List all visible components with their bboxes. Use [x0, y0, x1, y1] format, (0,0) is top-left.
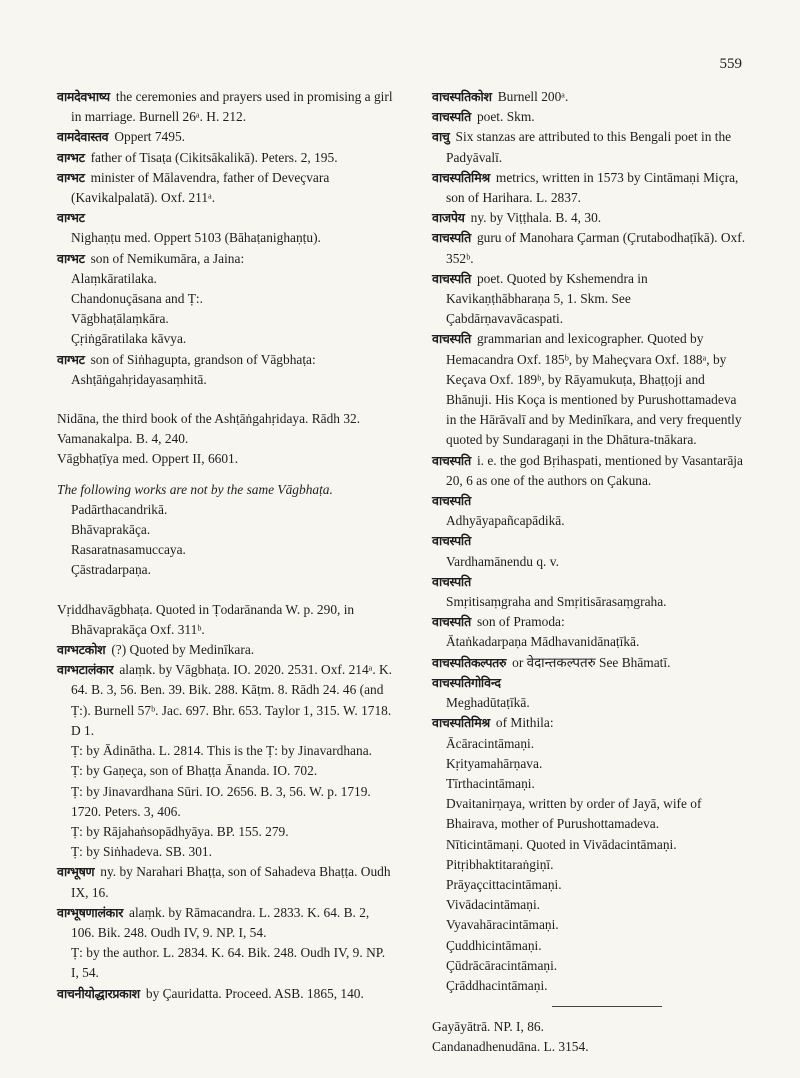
- entry-headword: वाचस्पतिकोश: [432, 89, 492, 104]
- entry-headword: वाचस्पति: [432, 493, 471, 509]
- entry-subitem: Dvaitanirṇaya, written by order of Jayā, wife of Bhairava, mother of Purushottamadeva.: [446, 796, 702, 832]
- entry-subitem: Ṭ: by Rājahaṅsopādhyāya. BP. 155. 279.: [71, 823, 289, 839]
- entry-headword: वाचस्पति: [432, 452, 471, 468]
- entry-headword: वाग्भटकोश: [57, 642, 106, 658]
- entry-subitem: Smṛitisaṃgraha and Smṛitisārasaṃgraha.: [446, 594, 667, 610]
- entry-text: alaṃk. by Vāgbhaṭa. IO. 2020. 2531. Oxf. 214ᵃ. K. 64. B. 3, 56. Ben. 39. Bik. 288. Kāṭm. 8. Rādh 24. 46 (and Ṭ:). Burnell 57ᵇ. Jac. 697. Bhr. 653. Taylor 1, 315. W. 1718. D 1.: [71, 662, 393, 738]
- entry-subitem: Vāgbhaṭālaṃkāra.: [71, 311, 169, 327]
- entry-headword: वाजपेय: [432, 210, 465, 226]
- dictionary-entry: [432, 713, 750, 733]
- entry-headword: वाग्भट: [57, 250, 85, 266]
- entry-subitem: Çūdrācāracintāmaṇi.: [446, 957, 558, 973]
- vriddhavagbhata-entry: Vṛiddhavāgbhaṭa. Quoted in Ṭodarānanda W. p. 290, in Bhāvaprakāça Oxf. 311ᵇ.: [57, 601, 355, 637]
- dictionary-entry: [432, 228, 750, 268]
- text-line: Vāgbhaṭīya med. Oppert II, 6601.: [57, 451, 239, 467]
- page-number: 559: [719, 56, 742, 72]
- dictionary-entry: [57, 984, 393, 1004]
- entry-subitem: Çuddhicintāmaṇi.: [446, 937, 542, 953]
- entry-headword: वाचस्पतिमिश्र: [432, 169, 490, 185]
- dictionary-entry: [432, 208, 750, 228]
- entry-text: son of Nemikumāra, a Jaina:: [90, 250, 245, 266]
- entry-text: Oppert 7495.: [114, 129, 185, 145]
- entry-text: poet. Quoted by Kshemendra in Kavikaṇṭhābharaṇa 5, 1. Skm. See Çabdārṇavavācaspati.: [446, 270, 648, 327]
- entry-text: Six stanzas are attributed to this Bengali poet in the Padyāvalī.: [446, 129, 732, 165]
- entry-subitem: Prāyaçcittacintāmaṇi.: [446, 876, 562, 892]
- entry-subitem: Adhyāyapañcapādikā.: [446, 513, 565, 529]
- dictionary-entry: [432, 107, 750, 127]
- entry-headword: वाग्भूषण: [57, 864, 95, 880]
- dictionary-entry: [432, 451, 750, 491]
- dictionary-entry: [432, 531, 750, 551]
- dictionary-entry: [57, 862, 393, 902]
- dictionary-entry: [432, 168, 750, 208]
- entry-headword: वामदेवभाष्य: [57, 89, 110, 104]
- entry-headword: वाग्भटालंकार: [57, 662, 114, 678]
- entry-subitem: Çṛiṅgāratilaka kāvya.: [71, 331, 187, 347]
- entry-headword: वाग्भट: [57, 149, 85, 165]
- entry-text: i. e. the god Bṛihaspati, mentioned by Vasantarāja 20, 6 as one of the authors on Çakuna.: [446, 452, 743, 488]
- entry-subitem: Ṭ: by Siṅhadeva. SB. 301.: [71, 844, 212, 860]
- entry-subitem: Çrāddhacintāmaṇi.: [446, 977, 548, 993]
- entry-text: grammarian and lexicographer. Quoted by Hemacandra Oxf. 185ᵇ, by Maheçvara Oxf. 188ᵃ, by Keçava Oxf. 189ᵇ, by Rāyamukuṭa, Bhaṭṭoji and Bhānuji. His Koça is mentioned by Purushottamadeva in the Hārāvalī and by Medinīkara, and very frequently quoted by Sundaragaṇi in the Dhātura-tnākara.: [446, 331, 742, 448]
- entry-headword: वाचस्पतिकल्पतरु: [432, 654, 507, 670]
- entry-text: ny. by Viṭṭhala. B. 4, 30.: [470, 210, 602, 226]
- entry-subitem: Ṭ: by Ādinātha. L. 2814. This is the Ṭ: by Jinavardhana.: [71, 743, 372, 759]
- entry-subitem: Ācāracintāmaṇi.: [446, 735, 535, 751]
- entry-headword: वाचस्पतिगोविन्द: [432, 674, 501, 690]
- entry-subitem: Pitṛibhaktitaraṅgiṇī.: [446, 856, 554, 872]
- dictionary-entry: [57, 350, 393, 370]
- entry-text: minister of Mālavendra, father of Deveçvara (Kavikalpalatā). Oxf. 211ᵃ.: [71, 169, 330, 206]
- entry-subitem: Ashṭāṅgahṛidayasaṃhitā.: [71, 371, 207, 387]
- entry-text: father of Tisaṭa (Cikitsākalikā). Peters. 2, 195.: [90, 149, 338, 165]
- section-rule: [552, 1006, 662, 1007]
- dictionary-entry: [57, 87, 393, 127]
- entry-text: poet. Skm.: [476, 109, 535, 125]
- entry-text: (?) Quoted by Medinīkara.: [111, 642, 255, 658]
- entry-subitem: Ṭ: by Jinavardhana Sūri. IO. 2656. B. 3, 56. W. p. 1719. 1720. Peters. 3, 406.: [71, 783, 371, 819]
- dictionary-entry: [432, 127, 750, 167]
- note-italic: The following works are not by the same Vāgbhaṭa.: [57, 481, 333, 497]
- text-line: Gayāyātrā. NP. I, 86.: [432, 1019, 544, 1035]
- entry-subitem: Vyavahāracintāmaṇi.: [446, 917, 559, 933]
- text-line: Bhāvaprakāça.: [71, 522, 151, 538]
- entry-headword: वामदेवास्तव: [57, 129, 109, 145]
- entry-headword: वाचस्पति: [432, 573, 471, 589]
- entry-subitem: Ṭ: by Gaṇeça, son of Bhaṭṭa Ānanda. IO. 702.: [71, 763, 318, 779]
- entry-subitem: Ṭ: by the author. L. 2834. K. 64. Bik. 248. Oudh IV, 9. NP. I, 54.: [71, 945, 386, 981]
- entry-text: the ceremonies and prayers used in promising a girl in marriage. Burnell 26ᵃ. H. 212.: [71, 89, 393, 125]
- entry-text: ny. by Narahari Bhaṭṭa, son of Sahadeva Bhaṭṭa. Oudh IX, 16.: [71, 864, 391, 900]
- dictionary-entry: [57, 903, 393, 943]
- entry-subitem: Vivādacintāmaṇi.: [446, 897, 541, 913]
- entry-text: or वेदान्तकल्पतरु See Bhāmatī.: [512, 654, 671, 670]
- text-line: Padārthacandrikā.: [71, 501, 168, 517]
- entry-headword: वाचस्पति: [432, 109, 471, 125]
- entry-headword: वाग्भट: [57, 210, 85, 226]
- dictionary-entry: [57, 148, 393, 168]
- text-line: Rasaratnasamuccaya.: [71, 542, 186, 558]
- entry-headword: वाचनीयोद्धारप्रकाश: [57, 985, 140, 1001]
- dictionary-entry: [432, 572, 750, 592]
- dictionary-entry: [432, 269, 750, 330]
- dictionary-entry: [57, 127, 393, 147]
- entry-text: son of Pramoda:: [476, 614, 565, 630]
- entry-headword: वाचस्पति: [432, 533, 471, 549]
- entry-subitem: Nighaṇṭu med. Oppert 5103 (Bāhaṭanighaṇṭu).: [71, 230, 321, 246]
- entry-subitem: Alaṃkāratilaka.: [71, 270, 157, 286]
- dictionary-entry: [57, 168, 393, 208]
- entry-text: guru of Manohara Çarman (Çrutabodhaṭīkā). Oxf. 352ᵇ.: [446, 230, 746, 266]
- entry-subitem: Ātaṅkadarpaṇa Mādhavanidānaṭīkā.: [446, 634, 640, 650]
- entry-text: metrics, written in 1573 by Cintāmaṇi Miçra, son of Harihara. L. 2837.: [446, 169, 739, 206]
- entry-headword: वाचस्पति: [432, 270, 471, 286]
- dictionary-entry: [57, 660, 393, 741]
- dictionary-entry: [57, 249, 393, 269]
- entry-text: Burnell 200ᵃ.: [497, 89, 569, 104]
- left-column: [57, 87, 393, 1004]
- entry-headword: वाचस्पति: [432, 331, 471, 347]
- entry-headword: वाग्भट: [57, 351, 85, 367]
- dictionary-entry: [432, 87, 750, 107]
- entry-headword: वाचस्पतिमिश्र: [432, 715, 490, 731]
- entry-headword: वाग्भट: [57, 169, 85, 185]
- entry-text: of Mithila:: [495, 715, 554, 731]
- entry-subitem: Meghadūtaṭīkā.: [446, 695, 530, 711]
- dictionary-entry: [57, 208, 393, 228]
- dictionary-entry: [432, 329, 750, 450]
- entry-subitem: Vardhamānendu q. v.: [446, 553, 559, 569]
- dictionary-entry: [432, 612, 750, 632]
- entry-headword: वाचस्पति: [432, 614, 471, 630]
- text-line: Vamanakalpa. B. 4, 240.: [57, 431, 189, 447]
- dictionary-entry: [432, 673, 750, 693]
- text-line: Çāstradarpaṇa.: [71, 562, 151, 578]
- entry-headword: वाचु: [432, 129, 450, 145]
- entry-subitem: Nīticintāmaṇi. Quoted in Vivādacintāmaṇi.: [446, 836, 677, 852]
- dictionary-entry: [57, 640, 393, 660]
- entry-headword: वाग्भूषणालंकार: [57, 904, 124, 920]
- right-column: [432, 87, 750, 1058]
- entry-headword: वाचस्पति: [432, 230, 471, 246]
- dictionary-entry: [432, 653, 750, 673]
- dictionary-entry: [432, 491, 750, 511]
- entry-subitem: Kṛityamahārṇava.: [446, 755, 543, 771]
- entry-subitem: Chandonuçāsana and Ṭ:.: [71, 291, 204, 307]
- text-line: Candanadhenudāna. L. 3154.: [432, 1039, 589, 1055]
- entry-text: alaṃk. by Rāmacandra. L. 2833. K. 64. B. 2, 106. Bik. 248. Oudh IV, 9. NP. I, 54.: [71, 904, 370, 940]
- entry-text: son of Siṅhagupta, grandson of Vāgbhaṭa:: [90, 351, 316, 367]
- text-line: Nidāna, the third book of the Ashṭāṅgahṛidaya. Rādh 32.: [57, 411, 361, 427]
- entry-text: by Çauridatta. Proceed. ASB. 1865, 140.: [145, 985, 364, 1001]
- entry-subitem: Tīrthacintāmaṇi.: [446, 775, 535, 791]
